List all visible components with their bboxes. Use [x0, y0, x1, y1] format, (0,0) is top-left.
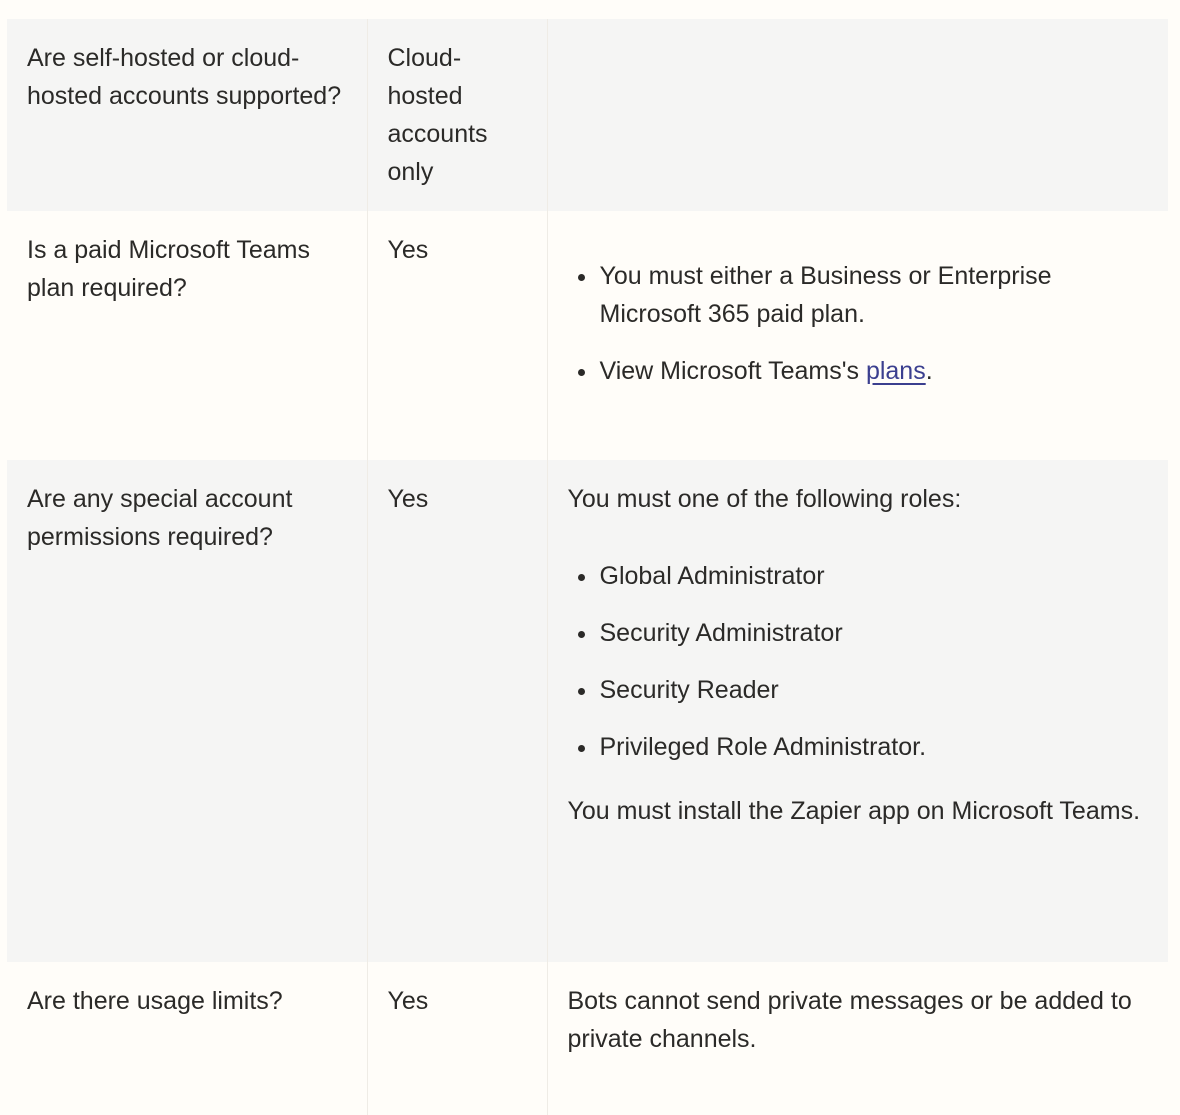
list-item: • You must either a Business or Enterprise Microsoft 365 paid plan. — [599, 257, 1149, 333]
list-item: • Global Administrator — [599, 557, 1149, 595]
plans-link[interactable]: plans — [865, 357, 926, 385]
answer-cell: Yes — [367, 211, 547, 460]
details-cell: Bots cannot send private messages or be added to private channels. — [547, 962, 1168, 1115]
info-table-container — [7, 19, 1168, 1115]
question-cell: Are any special account permissions required? — [7, 460, 367, 962]
question-cell: Are there usage limits? — [7, 962, 367, 1115]
list-item-text: View Microsoft Teams's — [599, 357, 866, 385]
link-suffix: . — [925, 357, 933, 385]
table-row — [7, 211, 1168, 460]
answer-cell: Cloud-hosted accounts only — [367, 19, 547, 211]
list-item: • Privileged Role Administrator. — [599, 728, 1149, 766]
table-row — [7, 962, 1168, 1115]
table-row — [7, 19, 1168, 211]
question-cell: Are self-hosted or cloud-hosted accounts supported? — [7, 19, 367, 211]
plan-bullet-list — [568, 257, 1149, 390]
install-note: You must install the Zapier app on Microsoft Teams. — [567, 797, 1141, 825]
table-row — [7, 460, 1168, 962]
details-cell — [547, 211, 1168, 460]
list-item: • Security Reader — [599, 671, 1149, 709]
question-cell: Is a paid Microsoft Teams plan required? — [7, 211, 367, 460]
requirements-table — [7, 19, 1168, 1115]
details-cell — [547, 19, 1168, 211]
roles-intro: You must one of the following roles: — [567, 485, 962, 513]
details-cell — [547, 460, 1168, 962]
answer-cell: Yes — [367, 962, 547, 1115]
list-item: • Security Administrator — [599, 614, 1149, 652]
roles-bullet-list — [568, 557, 1149, 766]
list-item — [599, 352, 1149, 390]
answer-cell: Yes — [367, 460, 547, 962]
